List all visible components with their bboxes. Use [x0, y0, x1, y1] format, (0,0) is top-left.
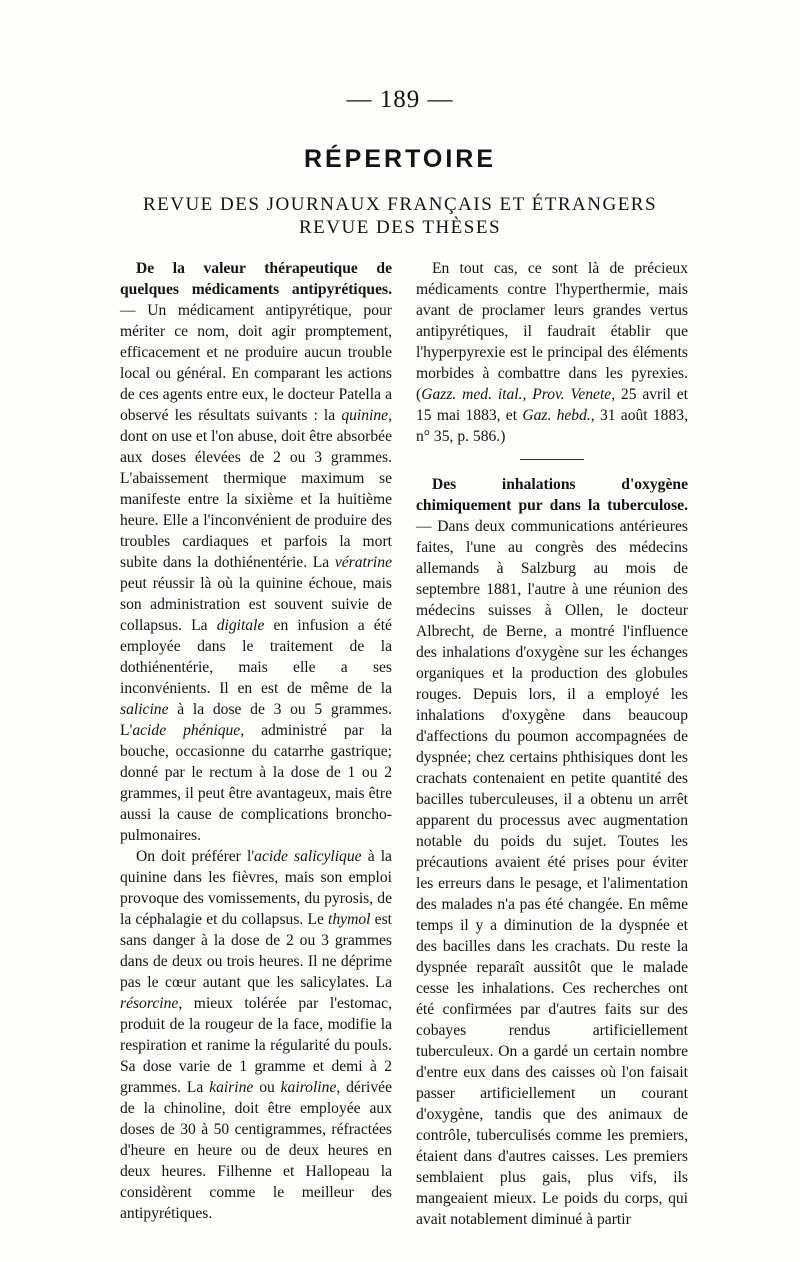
text-run: — Un médicament antipyrétique, pour mériter ce nom, doit agir promptement, efficacement et ne produire aucun trouble local ou général. En comparant les actions de ces agents entre eux, le docteur Patella a observé les résultats suivants : la: [120, 302, 392, 424]
drug-name: digitale: [216, 617, 265, 634]
text-run: ou: [253, 1079, 281, 1096]
drug-name: kairine: [209, 1079, 254, 1096]
text-run: peut réussir là où la quinine échoue, mais son administration est souvent suivie de collapsus. La: [120, 575, 392, 634]
page-number: — 189 —: [346, 86, 454, 113]
drug-name: vératrine: [334, 554, 392, 571]
text-run: On doit préférer l': [136, 848, 255, 865]
drug-name: thymol: [328, 911, 371, 928]
drug-name: kairoline: [280, 1079, 337, 1096]
text-run: est sans danger à la dose de 2 ou 3 grammes dans de deux ou trois heures. Il ne déprime pas le cœur autant que les salicylates. La: [120, 911, 392, 991]
text-run: à la dose de 3 ou 5 grammes. L': [120, 701, 392, 739]
section-heading: RÉPERTOIRE: [303, 145, 497, 173]
text-run: — Dans deux communications antérieures faites, l'une au congrès des médecins allemands à Salzburg au mois de septembre 1881, l'autre à une réunion des médecins suisses à Ollen, le docteur Albrecht, de Berne, a montré l'influence des inhalations d'oxygène sur les échanges organiques et la production des globules rouges. Depuis lors, il a employé les inhalations d'oxygène dans beaucoup d'affections du poumon accompagnées de dyspnée; chez certains phthisiques dont les crachats contenaient en petite quantité des bacilles tuberculeuses, il a obtenu un arrêt apparent du processus avec augmentation notable du poids du sujet. Toutes les précautions avaient été prises pour éviter les erreurs dans le pesage, et l'alimentation des malades n'a pas été changée. En même temps il y a diminution de la dyspnée et des bacilles dans les crachats. Du reste la dyspnée reparaît aussitôt que le malade cesse les inhalations. Ces recherches ont été confirmées par d'autres faits sur des cobayes rendus artificiellement tuberculeux. On a gardé un certain nombre d'entre eux dans des caisses où l'on faisait passer artificiellement un courant d'oxygène, tandis que des animaux de contrôle, tuberculisés comme les premiers, étaient dans d'autres caisses. Les premiers semblaient plus gais, plus vifs, ils mangeaient mieux. Le poids du corps, qui avait notablement diminué à partir: [416, 518, 688, 1228]
right-column: [416, 258, 688, 1230]
text-run: , dont on use et l'on abuse, doit être absorbée aux doses élevées de 2 ou 3 grammes. L'abaissement thermique maximum se manifeste entre la sixième et la huitième heure. Elle a l'inconvénient de produire des troubles cardiaques et parfois la mort subite dans la dothiénentérie. La: [120, 407, 392, 571]
drug-name: acide phénique: [132, 722, 241, 739]
citation-journal: Gaz. hebd.,: [522, 407, 595, 424]
article-1-paragraph-3: [416, 258, 688, 447]
citation-journal: Gazz. med. ital., Prov. Venete,: [421, 386, 616, 403]
text-run: en infusion a été employée dans le traitement de la dothiénentérie, mais elle a ses inconvénients. Il en est de même de la: [120, 617, 392, 697]
drug-name: quinine: [341, 407, 389, 424]
subheading-journals: REVUE DES JOURNAUX FRANÇAIS ET ÉTRANGERS: [142, 194, 658, 215]
article-1-title: De la valeur thérapeutique de quelques médicaments antipyrétiques.: [120, 260, 392, 298]
article-1-paragraph-1: [120, 258, 392, 846]
text-run: à la quinine dans les fièvres, mais son emploi provoque des vomissements, du pyrosis, de la céphalagie et du collapsus. Le: [120, 848, 392, 928]
article-separator: [520, 459, 584, 460]
left-column: [120, 258, 392, 1224]
drug-name: acide salicylique: [254, 848, 362, 865]
text-run: , administré par la bouche, occasionne du catarrhe gastrique; donné par le rectum à la dose de 1 ou 2 grammes, il peut être avantageux, mais être aussi la cause de complications broncho-pulmonaires.: [120, 722, 392, 844]
article-2-title: Des inhalations d'oxygène chimiquement pur dans la tuberculose.: [416, 476, 688, 514]
text-run: 31 août 1883, n° 35, p. 586.): [416, 407, 688, 445]
subheading-theses: REVUE DES THÈSES: [298, 217, 502, 238]
article-1-paragraph-2: [120, 846, 392, 1224]
text-run: En tout cas, ce sont là de précieux médicaments contre l'hyperthermie, mais avant de proclamer leurs grandes vertus antipyrétiques, il faudrait établir que l'hyperpyrexie est le principal des éléments morbides à combattre dans les pyrexies. (: [416, 260, 688, 403]
text-run: , mieux tolérée par l'estomac, produit de la rougeur de la face, modifie la respiration et ranime la régularité du pouls. Sa dose varie de 1 gramme et demi à 2 grammes. La: [120, 995, 392, 1096]
drug-name: salicine: [120, 701, 169, 718]
article-2-paragraph-1: [416, 474, 688, 1230]
text-run: 25 avril et 15 mai 1883, et: [416, 386, 688, 424]
text-run: , dérivée de la chinoline, doit être employée aux doses de 30 à 50 centigrammes, réfractées d'heure en heure ou de deux heures en deux heures. Filhenne et Hallopeau la considèrent comme le meilleur des antipyrétiques.: [120, 1079, 392, 1222]
drug-name: résorcine: [120, 995, 179, 1012]
